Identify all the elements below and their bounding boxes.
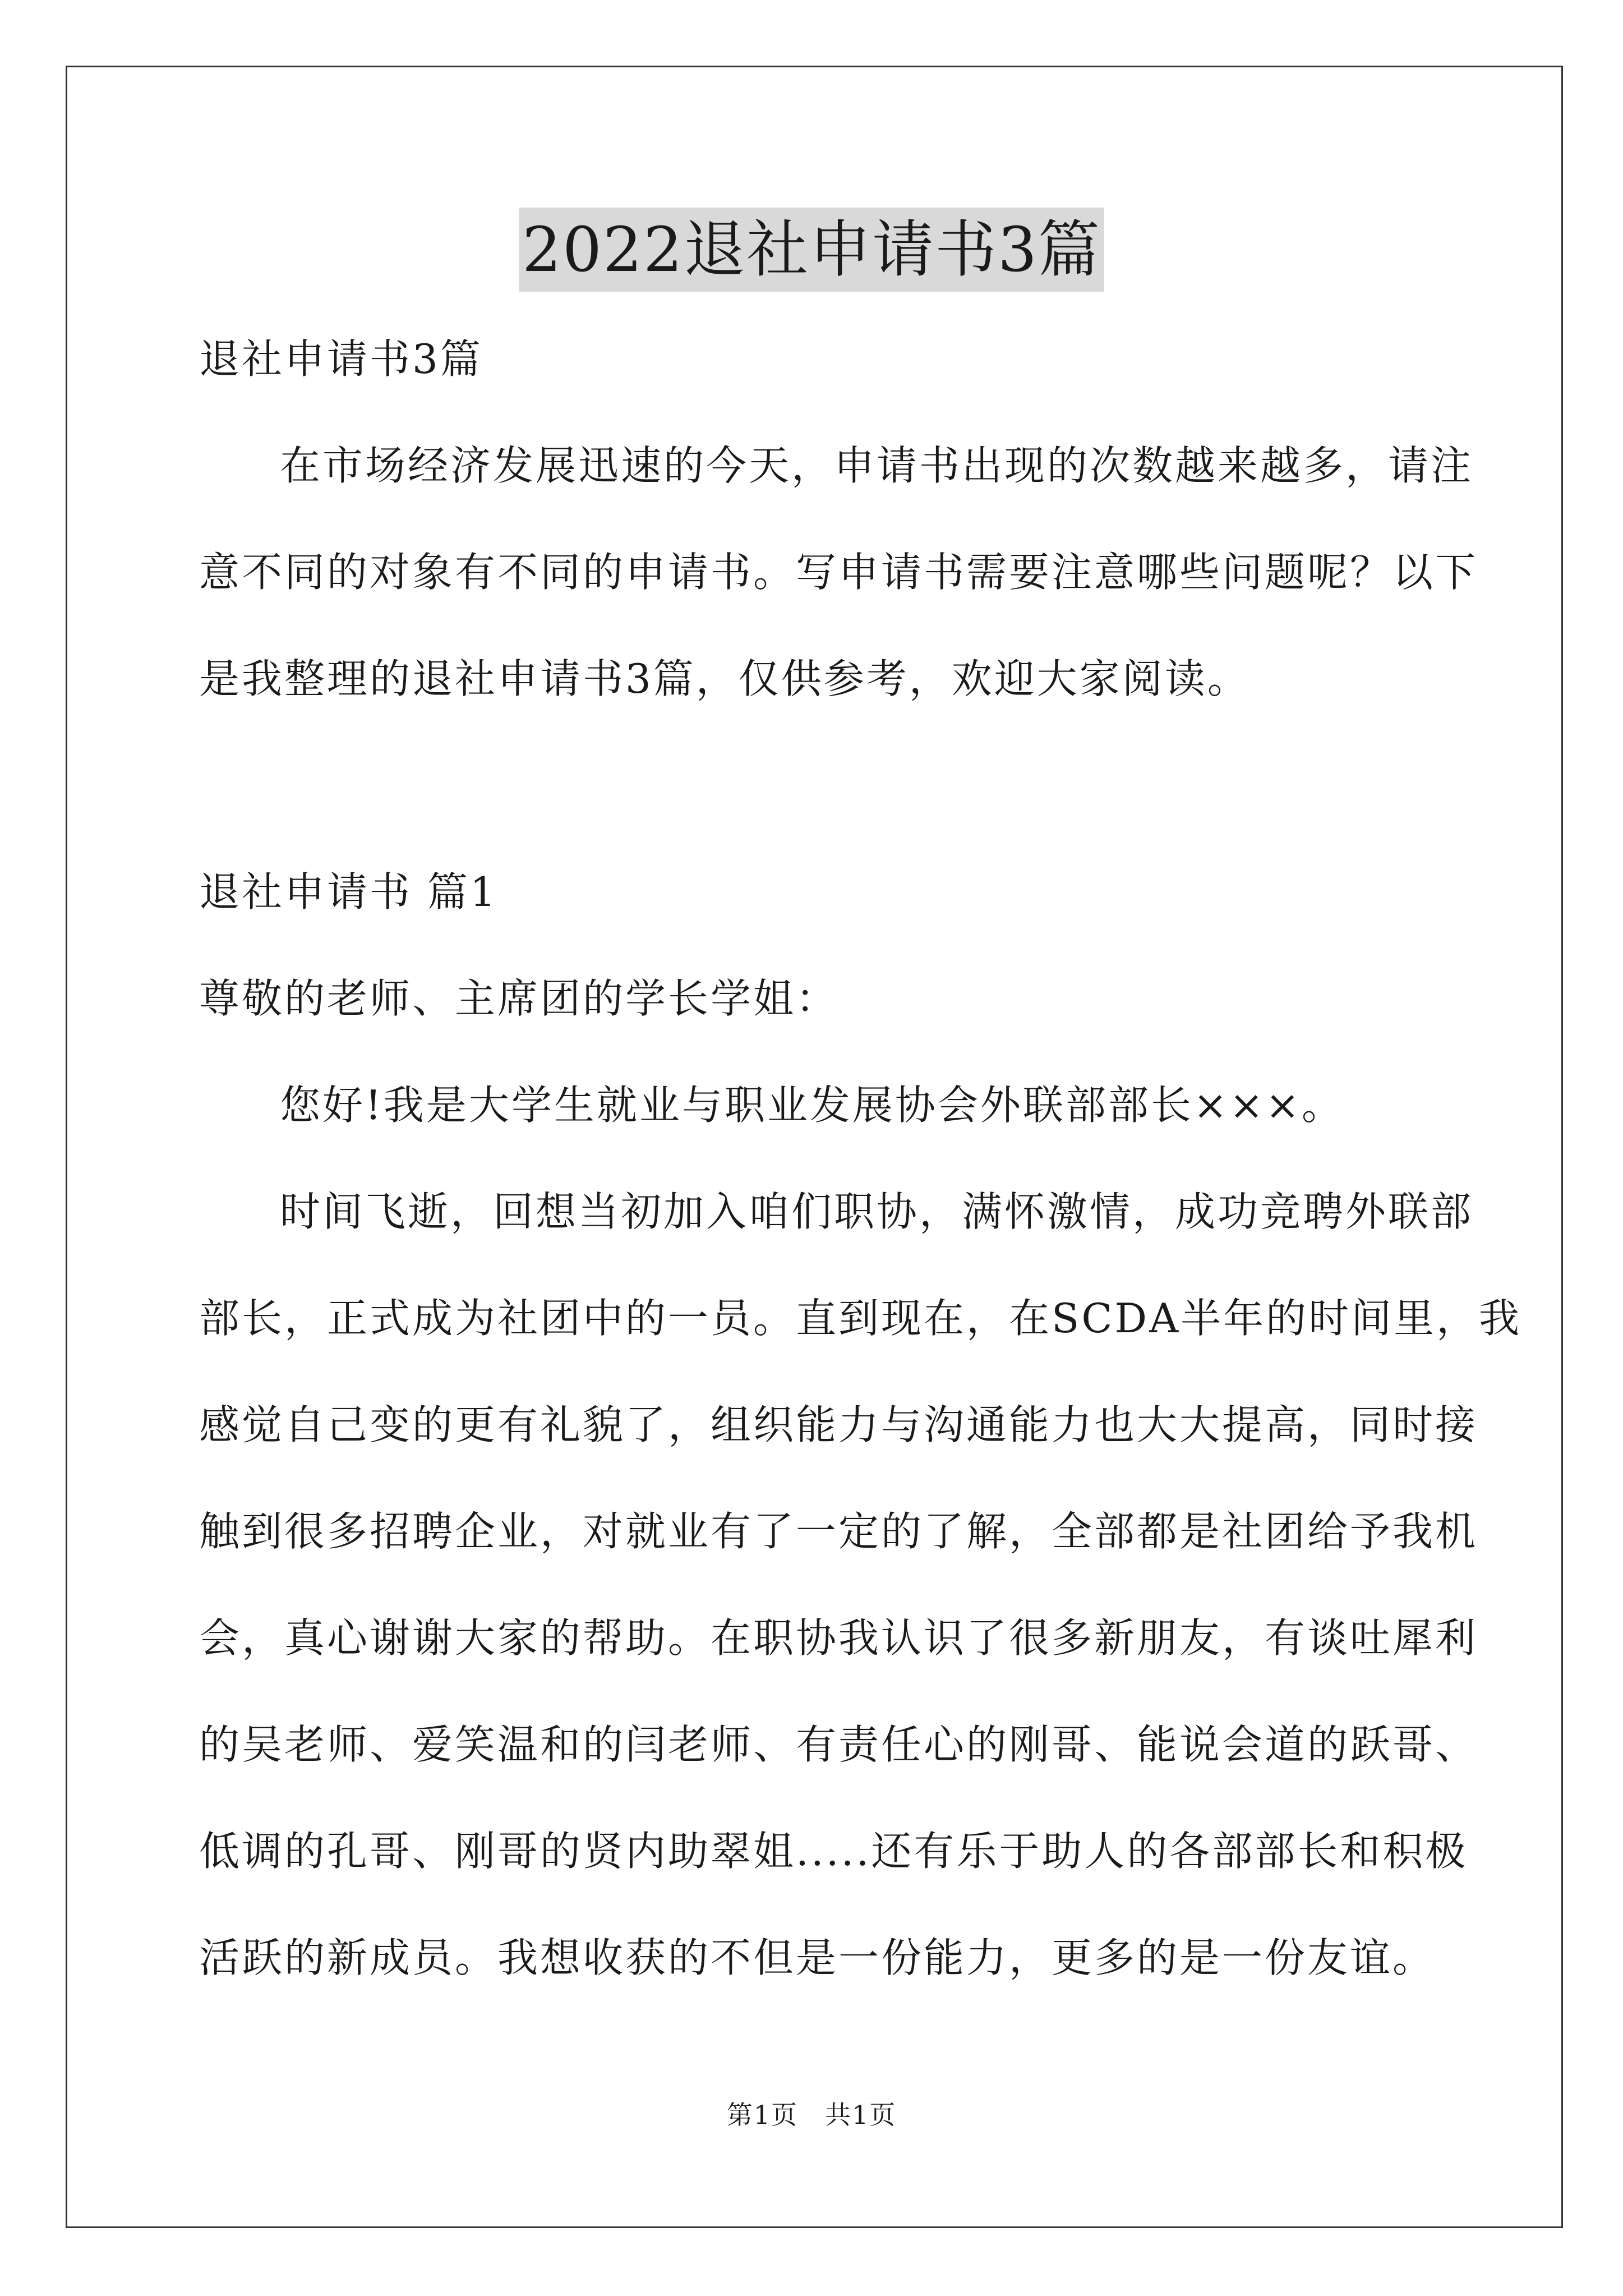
body-paragraph-line: 部长，正式成为社团中的一员。直到现在，在SCDA半年的时间里，我 <box>199 1295 1522 1342</box>
body-paragraph-line: 感觉自己变的更有礼貌了，组织能力与沟通能力也大大提高，同时接 <box>199 1401 1478 1448</box>
intro-paragraph-line: 在市场经济发展迅速的今天，申请书出现的次数越来越多，请注 <box>280 442 1474 489</box>
document-subtitle: 退社申请书3篇 <box>199 335 483 383</box>
paragraph-gap <box>199 732 1433 839</box>
document-title: 2022退社申请书3篇 <box>519 208 1104 292</box>
body-paragraph-line: 触到很多招聘企业，对就业有了一定的了解，全部都是社团给予我机 <box>199 1508 1478 1555</box>
body-paragraph-line: 低调的孔哥、刚哥的贤内助翠姐.....还有乐于助人的各部部长和积极 <box>199 1828 1468 1875</box>
body-paragraph-line: 会，真心谢谢大家的帮助。在职协我认识了很多新朋友，有谈吐犀利 <box>199 1614 1478 1662</box>
section-heading: 退社申请书 篇1 <box>199 868 498 915</box>
document-body <box>199 306 1522 2011</box>
greeting-line: 您好!我是大学生就业与职业发展协会外联部部长×××。 <box>280 1082 1344 1129</box>
body-paragraph-line: 时间飞逝，回想当初加入咱们职协，满怀激情，成功竞聘外联部 <box>280 1188 1474 1235</box>
body-paragraph-line: 的吴老师、爱笑温和的闫老师、有责任心的刚哥、能说会道的跃哥、 <box>199 1721 1478 1768</box>
intro-paragraph-line: 是我整理的退社申请书3篇，仅供参考，欢迎大家阅读。 <box>199 655 1250 702</box>
page-footer: 第1页 共1页 <box>726 2100 897 2130</box>
salutation: 尊敬的老师、主席团的学长学姐： <box>199 975 839 1022</box>
title-container <box>0 208 1623 292</box>
body-paragraph-line: 活跃的新成员。我想收获的不但是一份能力，更多的是一份友谊。 <box>199 1934 1436 1981</box>
intro-paragraph-line: 意不同的对象有不同的申请书。写申请书需要注意哪些问题呢？以下 <box>199 549 1478 596</box>
